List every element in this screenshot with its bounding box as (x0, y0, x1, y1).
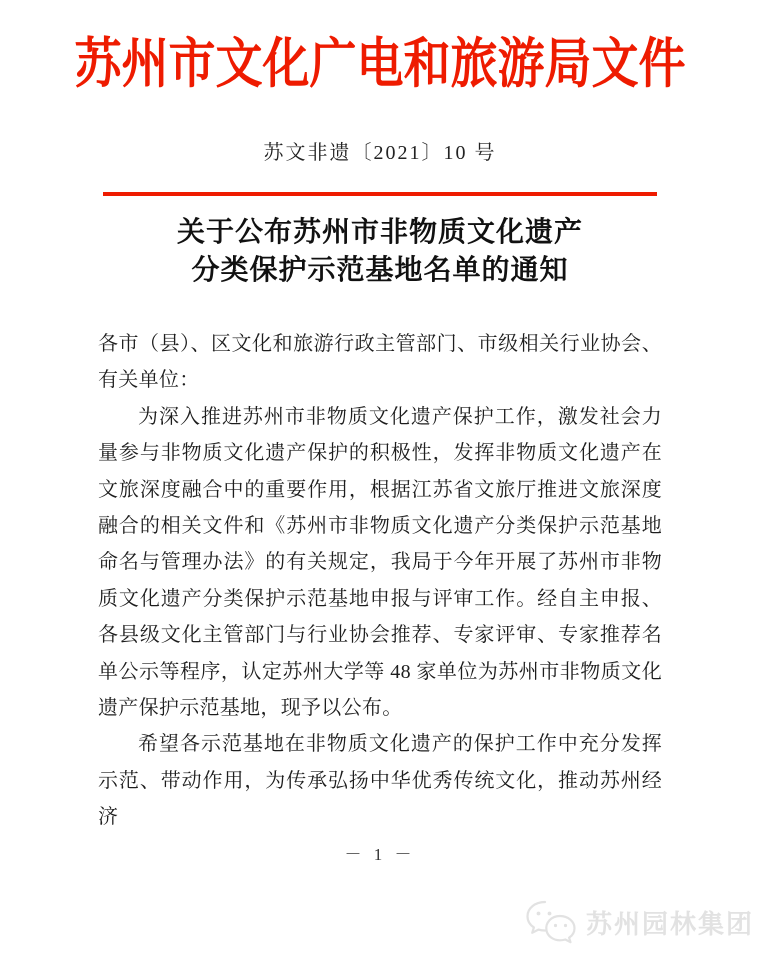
salutation-line: 各市（县）、区文化和旅游行政主管部门、市级相关行业协会、有关单位： (98, 333, 662, 392)
document-title-line-2: 分类保护示范基地名单的通知 (191, 255, 569, 286)
watermark (524, 899, 754, 945)
watermark-label: 苏州园林集团 (585, 909, 754, 939)
document-number: 苏文非遗〔2021〕10 号 (263, 142, 497, 164)
document-title-line-1: 关于公布苏州市非物质文化遗产 (176, 217, 583, 248)
wechat-icon (524, 899, 578, 945)
letterhead-divider-line (103, 192, 657, 196)
page-number: － 1 － (344, 845, 416, 864)
letterhead-org-title: 苏州市文化广电和旅游局文件 (74, 34, 686, 95)
document-body (98, 326, 662, 836)
body-paragraph-1: 为深入推进苏州市非物质文化遗产保护工作，激发社会力量参与非物质文化遗产保护的积极性，发挥非物质文化遗产在文旅深度融合中的重要作用，根据江苏省文旅厅推进文旅深度融合的相关文件和《苏州市非物质文化遗产分类保护示范基地命名与管理办法》的有关规定，我局于今年开展了苏州市非物质文化遗产分类保护示范基地申报与评审工作。经自主申报、各县级文化主管部门与行业协会推荐、专家评审、专家推荐名单公示等程序，认定苏州大学等 48 家单位为苏州市非物质文化遗产保护示范基地，现予以公布。 (98, 405, 662, 720)
document-title (0, 214, 760, 290)
body-paragraph-2: 希望各示范基地在非物质文化遗产的保护工作中充分发挥示范、带动作用，为传承弘扬中华优秀传统文化，推动苏州经济 (98, 733, 662, 829)
